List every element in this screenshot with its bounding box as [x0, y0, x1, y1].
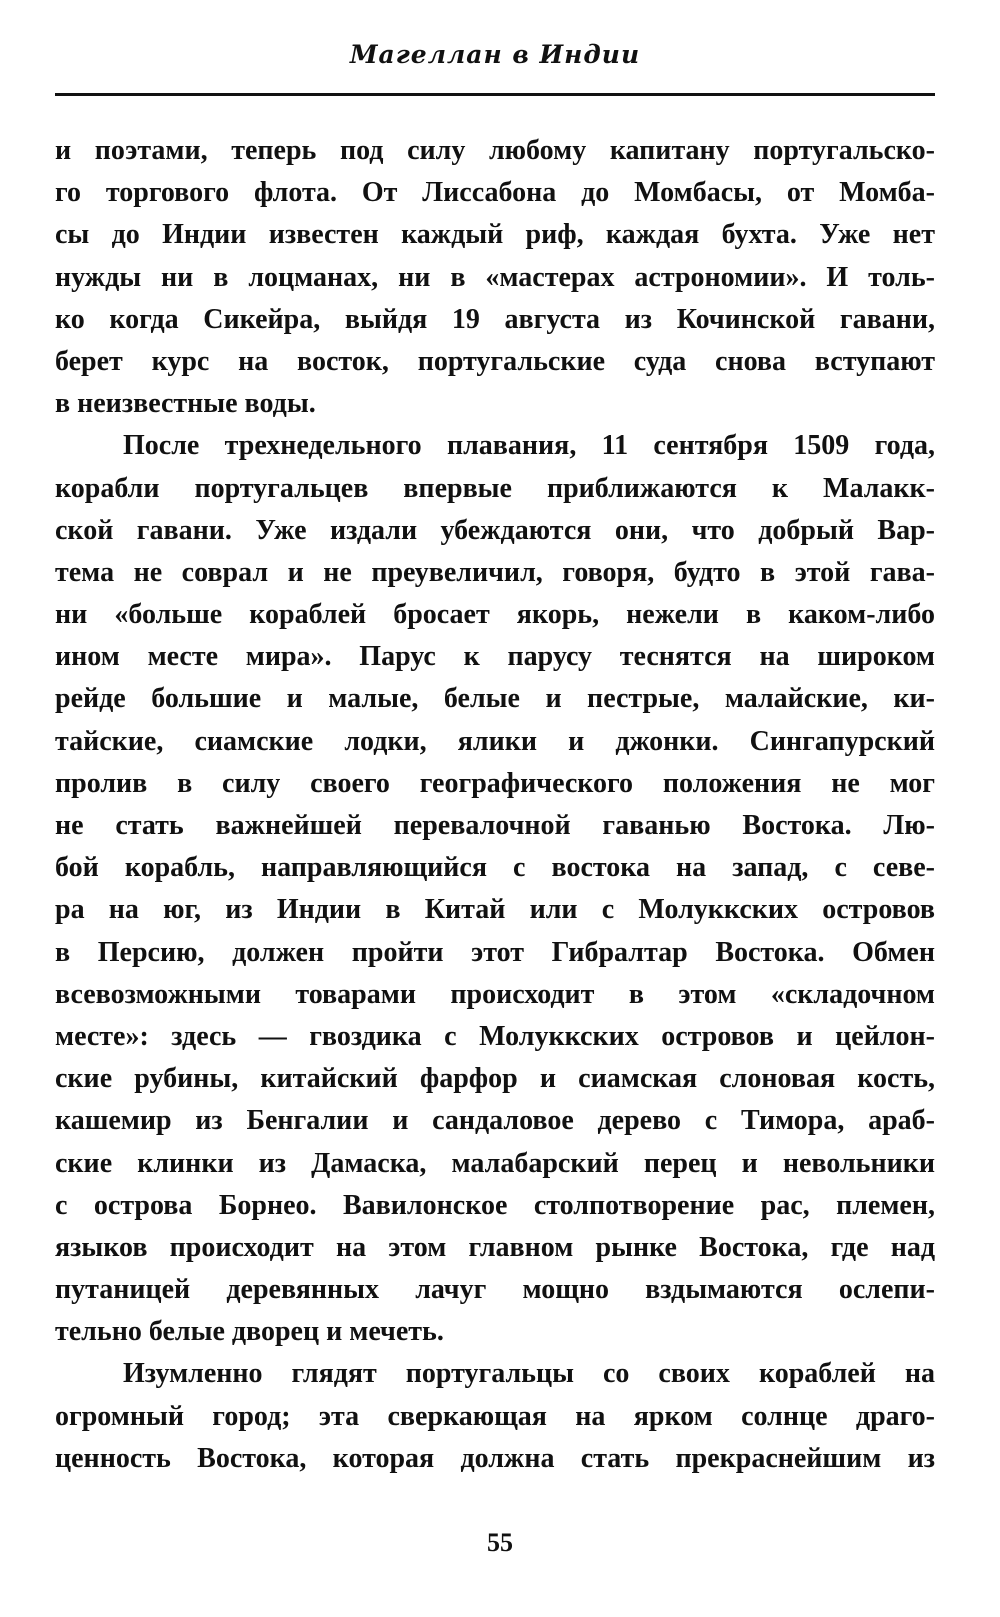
- text-line: ской гавани. Уже издали убеждаются они, что добрый Вар-: [55, 514, 935, 546]
- text-line: в неизвестные воды.: [55, 388, 316, 420]
- text-line: ни «больше кораблей бросает якорь, нежели в каком-либо: [55, 599, 935, 631]
- text-line: кашемир из Бенгалии и сандаловое дерево с Тимора, араб-: [55, 1105, 935, 1137]
- text-line: путаницей деревянных лачуг мощно вздымаются ослепи-: [55, 1274, 935, 1306]
- text-line: тайские, сиамские лодки, ялики и джонки. Сингапурский: [55, 725, 935, 757]
- text-line: всевозможными товарами происходит в этом «складочном: [55, 978, 935, 1010]
- text-line: сы до Индии известен каждый риф, каждая бухта. Уже нет: [55, 219, 935, 251]
- text-line: нужды ни в лоцманах, ни в «мастерах астрономии». И толь-: [55, 261, 935, 293]
- text-line: ином месте мира». Парус к парусу теснятся на широком: [55, 641, 935, 673]
- paragraph: [55, 1353, 935, 1480]
- text-line: берет курс на восток, португальские суда снова вступают: [55, 345, 935, 377]
- text-line: бой корабль, направляющийся с востока на запад, с севе-: [55, 852, 935, 884]
- text-line: тема не соврал и не преувеличил, говоря, будто в этой гава-: [55, 556, 935, 588]
- text-line: корабли португальцев впервые приближаются к Малакк-: [55, 472, 935, 504]
- text-line: рейде большие и малые, белые и пестрые, малайские, ки-: [55, 683, 935, 715]
- body-text: [55, 130, 935, 1480]
- text-line: языков происходит на этом главном рынке Востока, где над: [55, 1231, 935, 1263]
- text-line: в Персию, должен пройти этот Гибралтар Востока. Обмен: [55, 936, 935, 968]
- text-line: После трехнедельного плавания, 11 сентября 1509 года,: [123, 430, 935, 462]
- text-line: и поэтами, теперь под силу любому капитану португальско-: [55, 135, 935, 166]
- text-line: с острова Борнео. Вавилонское столпотворение рас, племен,: [55, 1189, 935, 1221]
- text-line: не стать важнейшей перевалочной гаванью Востока. Лю-: [55, 810, 935, 841]
- text-line: месте»: здесь — гвоздика с Молуккских островов и цейлон-: [55, 1020, 935, 1052]
- text-line: тельно белые дворец и мечеть.: [55, 1316, 444, 1348]
- text-line: ра на юг, из Индии в Китай или с Молуккских островов: [55, 894, 935, 926]
- text-line: ценность Востока, которая должна стать прекраснейшим из: [55, 1442, 935, 1474]
- text-line: ские рубины, китайский фарфор и сиамская слоновая кость,: [55, 1063, 935, 1095]
- header-rule: [55, 93, 935, 96]
- text-line: Изумленно глядят португальцы со своих кораблей на: [123, 1358, 935, 1390]
- text-line: ко когда Сикейра, выйдя 19 августа из Кочинской гавани,: [55, 303, 935, 335]
- text-line: огромный город; эта сверкающая на ярком солнце драго-: [55, 1400, 935, 1432]
- text-line: го торгового флота. От Лиссабона до Момбасы, от Момба-: [55, 177, 935, 209]
- text-line: ские клинки из Дамаска, малабарский перец и невольники: [55, 1147, 935, 1179]
- running-head: Магеллан в Индии: [349, 40, 641, 69]
- paragraph: [55, 130, 935, 425]
- paragraph: [55, 425, 935, 1353]
- text-line: пролив в силу своего географического положения не мог: [55, 767, 935, 799]
- page-number: 55: [487, 1528, 513, 1557]
